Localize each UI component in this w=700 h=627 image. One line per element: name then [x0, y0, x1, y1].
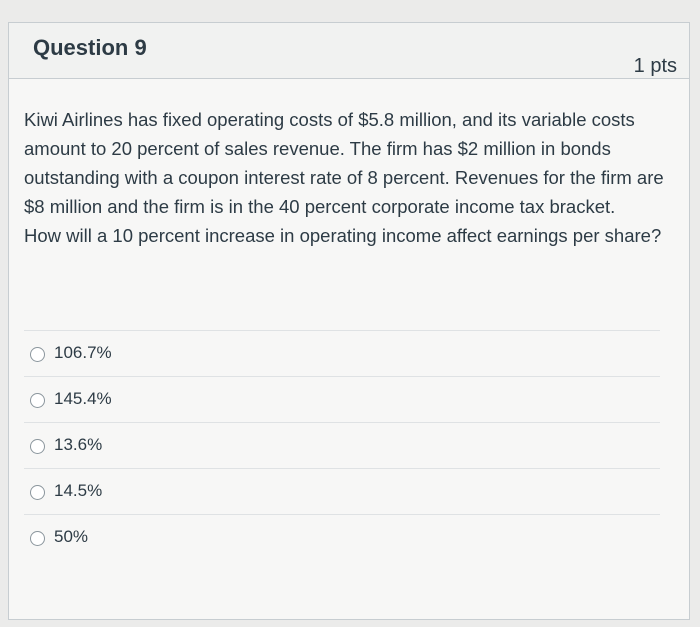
question-points: 1 pts	[633, 55, 677, 77]
answer-label[interactable]: 50%	[54, 527, 89, 546]
radio-button-icon[interactable]	[30, 531, 45, 546]
answer-option-5[interactable]	[24, 514, 660, 560]
answer-option-3[interactable]	[24, 422, 660, 468]
radio-button-icon[interactable]	[30, 393, 45, 408]
question-title: Question 9	[33, 35, 147, 60]
answer-option-1[interactable]	[24, 330, 660, 376]
answer-option-4[interactable]	[24, 468, 660, 514]
answer-label[interactable]: 145.4%	[54, 389, 112, 408]
question-header	[9, 23, 689, 79]
question-paragraph: Kiwi Airlines has fixed operating costs of $5.8 million, and its variable costs amount to 20 percent of sales revenue. The firm has $2 million in bonds outstanding with a coupon interest rate of 8 percent. Revenues for the firm are $8 million and the firm is in the 40 percent corporate income tax bracket.	[24, 109, 664, 217]
answer-list	[24, 330, 660, 560]
radio-button-icon[interactable]	[30, 485, 45, 500]
radio-button-icon[interactable]	[30, 347, 45, 362]
answer-label[interactable]: 106.7%	[54, 343, 112, 362]
answer-label[interactable]: 14.5%	[54, 481, 103, 500]
radio-button-icon[interactable]	[30, 439, 45, 454]
answer-label[interactable]: 13.6%	[54, 435, 103, 454]
answer-option-2[interactable]	[24, 376, 660, 422]
question-text	[24, 105, 664, 250]
question-prompt: How will a 10 percent increase in operating income affect earnings per share?	[24, 225, 662, 246]
